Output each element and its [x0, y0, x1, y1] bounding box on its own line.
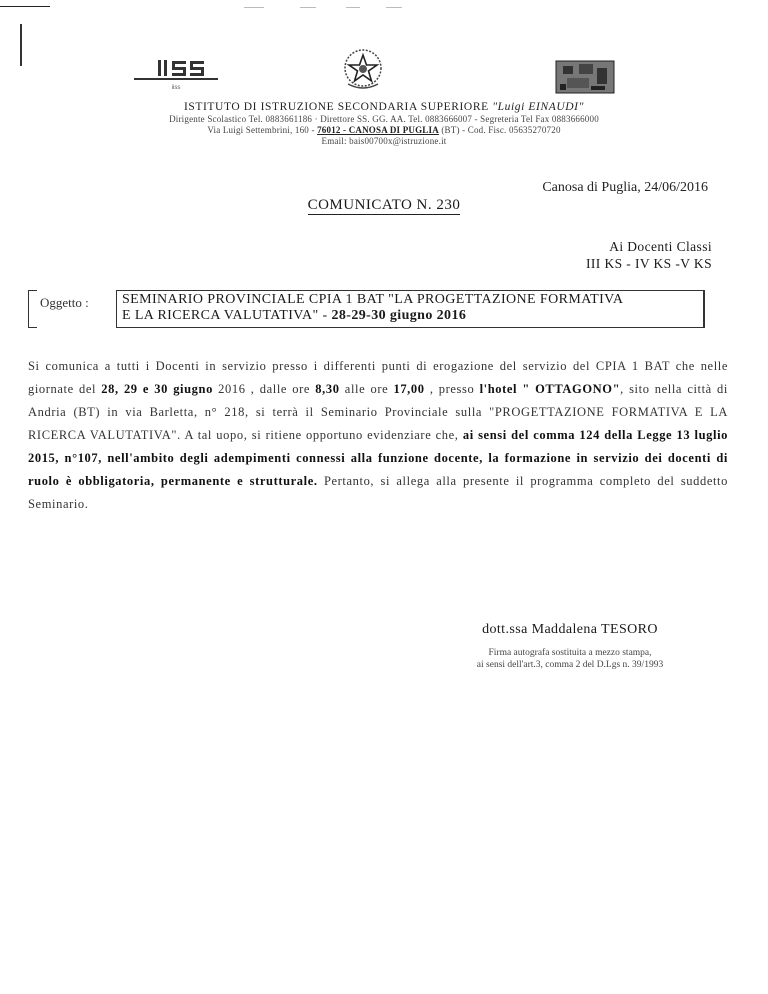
- institute-name: ISTITUTO DI ISTRUZIONE SECONDARIA SUPERIORE "Luigi EINAUDI": [183, 101, 585, 113]
- certification-stamp-icon: [555, 60, 615, 94]
- scan-artifact-dash: [386, 7, 402, 8]
- school-logo: [128, 56, 224, 92]
- logo-text: iiss: [171, 85, 181, 91]
- signer-name: dott.ssa Maddalena TESORO: [482, 622, 658, 637]
- event-dates: 28, 29 e 30 giugno: [101, 382, 213, 396]
- legal-reference: ai sensi del comma 124 della Legge 13 luglio 2015, n°107, nell'ambito degli adempimenti connessi alla funzione docente, la formazione in servizio dei docenti di ruolo è obbligatoria, permanente e strutturale.: [28, 428, 729, 488]
- recipients-line2: III KS - IV KS -V KS: [585, 256, 712, 271]
- institute-address: Via Luigi Settembrini, 160 - 76012 - CANOSA DI PUGLIA (BT) - Cod. Fisc. 05635270720: [207, 125, 561, 135]
- signature-block: [440, 622, 700, 671]
- document-date: Canosa di Puglia, 24/06/2016: [542, 180, 708, 195]
- scan-artifact-dash: [346, 7, 360, 8]
- recipients: [586, 238, 712, 272]
- event-venue: l'hotel " OTTAGONO": [479, 382, 621, 396]
- institute-email: Email: bais00700x@istruzione.it: [321, 136, 447, 146]
- subject-line2: E LA RICERCA VALUTATIVA" - 28-29-30 giugno 2016: [122, 308, 467, 323]
- subject-line1: SEMINARIO PROVINCIALE CPIA 1 BAT "LA PROGETTAZIONE FORMATIVA: [122, 292, 624, 307]
- communication-title: COMUNICATO N. 230: [307, 197, 461, 213]
- subject-section: [28, 290, 708, 328]
- subject-label: Oggetto :: [40, 295, 89, 310]
- institute-contacts: Dirigente Scolastico Tel. 0883661186 · Direttore SS. GG. AA. Tel. 0883666007 - Segreteria Tel Fax 0883666000: [169, 114, 599, 124]
- recipients-line1: Ai Docenti Classi: [609, 239, 712, 254]
- scan-artifact-dash: [244, 7, 264, 8]
- scan-artifact-dash: [300, 7, 316, 8]
- republic-emblem-icon: [340, 46, 386, 92]
- signature-note: Firma autografa sostituita a mezzo stampa, ai sensi dell'art.3, comma 2 del D.Lgs n. 39/1993: [476, 648, 664, 670]
- scan-artifact-line: [0, 6, 50, 7]
- scan-artifact-bar: [20, 24, 22, 66]
- subject-bracket: [28, 290, 37, 328]
- body-paragraph: Si comunica a tutti i Docenti in servizio presso i differenti punti di erogazione del servizio del CPIA 1 BAT che nelle giornate del 28, 29 e 30 giugno 2016 , dalle ore 8,30 alle ore 17,00 , presso l'hotel " OTTAGONO", sito nella città di Andria (BT) in via Barletta, n° 218, si terrà il Seminario Provinciale sulla "PROGETTAZIONE FORMATIVA E LA RICERCA VALUTATIVA". A tal uopo, si ritiene opportuno evidenziare che, ai sensi del comma 124 della Legge 13 luglio 2015, n°107, nell'ambito degli adempimenti connessi alla funzione docente, la formazione in servizio dei docenti di ruolo è obbligatoria, permanente e strutturale. Pertanto, si allega alla presente il programma completo del suddetto Seminario.: [28, 359, 729, 511]
- subject-text: [122, 292, 702, 324]
- institute-header: [0, 101, 768, 147]
